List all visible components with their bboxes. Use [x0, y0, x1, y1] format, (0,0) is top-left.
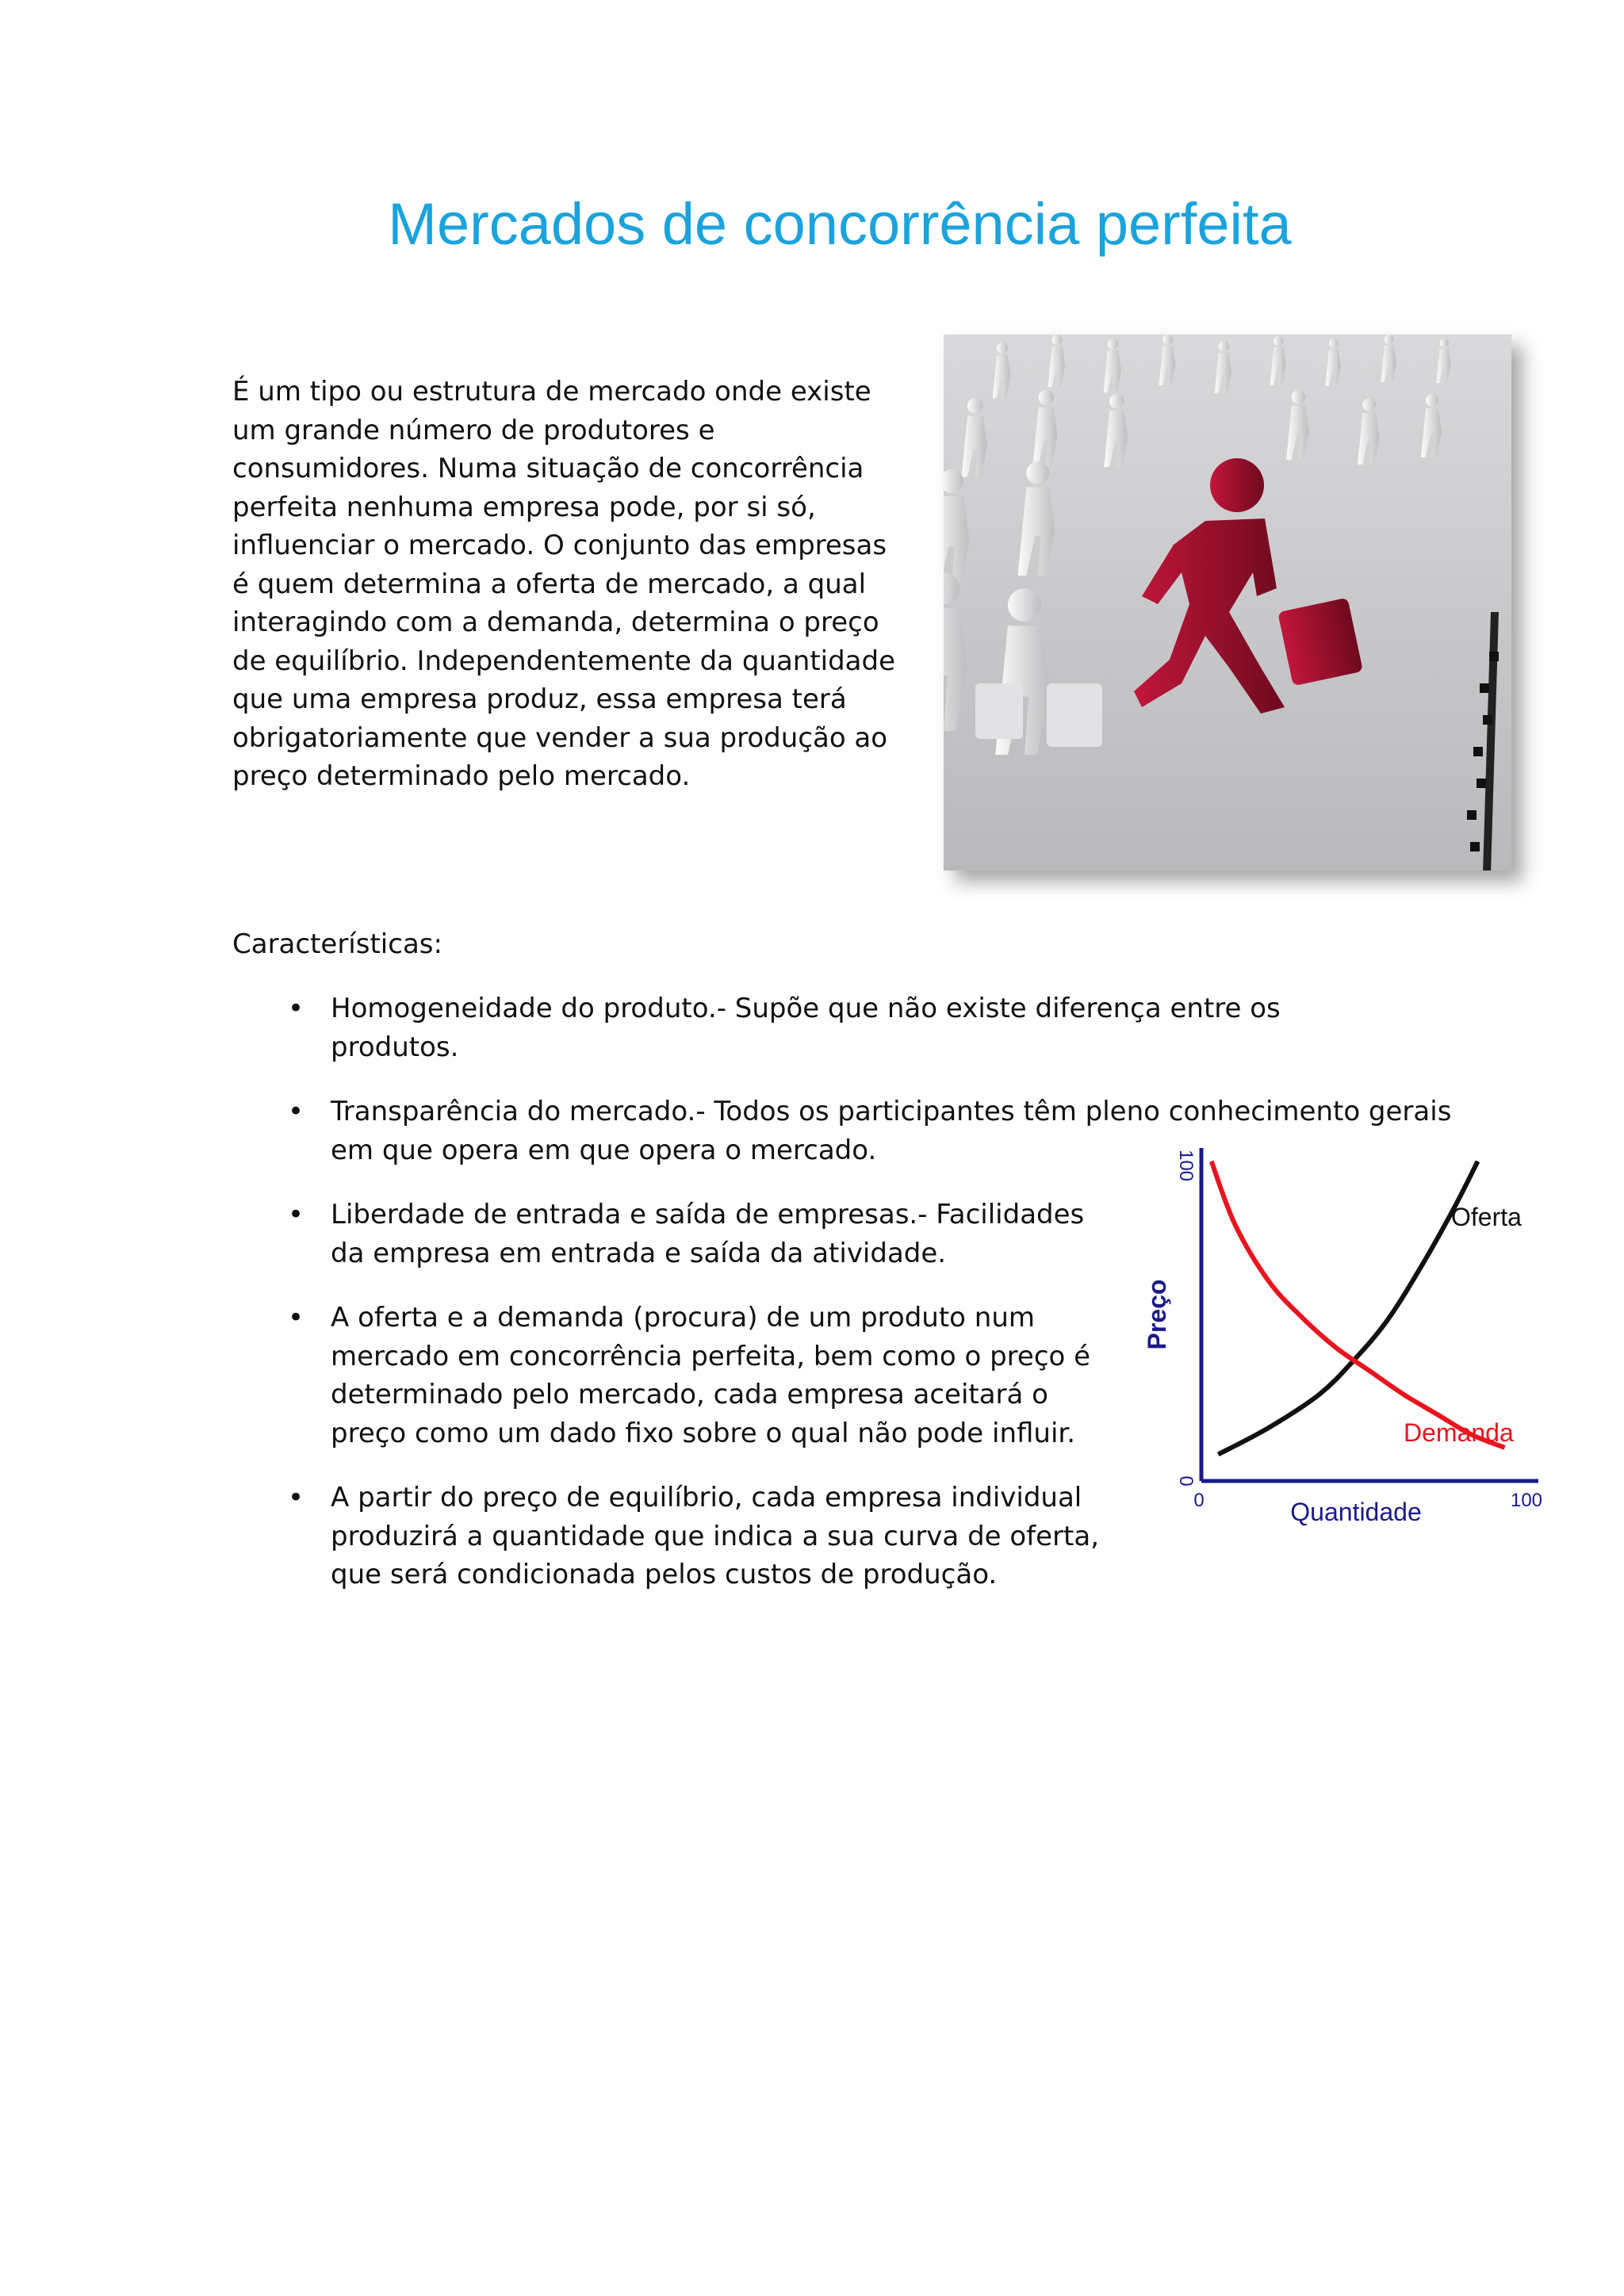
bullet-icon: • [288, 1199, 304, 1230]
y-axis-label: Preço [1143, 1279, 1171, 1350]
x-tick-label: 0 [1193, 1490, 1205, 1511]
page-title: Mercados de concorrência perfeita [388, 191, 1292, 257]
features-heading: Características: [232, 928, 442, 960]
list-item-text: Homogeneidade do produto.- Supõe que não existe diferença entre os produtos. [331, 993, 1281, 1063]
intro-paragraph: É um tipo ou estrutura de mercado onde existe um grande número de produtores e consumidores. Numa situação de concorrência perfeita nenhuma empresa pode, por si só, influenciar o mercado. O conjunto das empresas é quem determina a oferta de mercado, a qual interagindo com a demanda, determina o preço de equilíbrio. Independentemente da quantidade que uma empresa produz, essa empresa terá obrigatoriamente que vender a sua produção ao preço determinado pelo mercado. [232, 376, 896, 792]
supply-demand-chart-svg [1126, 1132, 1554, 1536]
x-tick-label: 100 [1510, 1490, 1543, 1511]
bullet-icon: • [288, 993, 304, 1024]
oferta-series-label: Oferta [1451, 1203, 1522, 1231]
x-axis-label: Quantidade [1290, 1498, 1422, 1526]
bullet-icon: • [288, 1096, 304, 1127]
demanda-series-label: Demanda [1404, 1418, 1514, 1447]
list-item-text: Transparência do mercado.- Todos os participantes têm pleno conhecimento gerais em que opera em que opera o mercado. [331, 1096, 1452, 1166]
y-tick-label: 0 [1175, 1475, 1197, 1487]
bullet-icon: • [288, 1482, 304, 1513]
bullet-icon: • [288, 1302, 304, 1334]
y-tick-label: 100 [1175, 1149, 1197, 1182]
supply-demand-chart [1126, 1132, 1554, 1536]
list-item-text: Liberdade de entrada e saída de empresas.- Facilidades da empresa em entrada e saída da atividade. [331, 1199, 1085, 1269]
list-item [232, 989, 1422, 1066]
list-item-text: A oferta e a demanda (procura) de um produto num mercado em concorrência perfeita, bem como o preço é determinado pelo mercado, cada empresa aceitará o preço como um dado fixo sobre o qual não pode influir. [331, 1302, 1091, 1449]
list-item-text: A partir do preço de equilíbrio, cada empresa individual produzirá a quantidade que indica a sua curva de oferta, que será condicionada pelos custos de produção. [331, 1482, 1100, 1590]
runners-photo [944, 335, 1511, 871]
oferta-curve [1218, 1161, 1477, 1455]
